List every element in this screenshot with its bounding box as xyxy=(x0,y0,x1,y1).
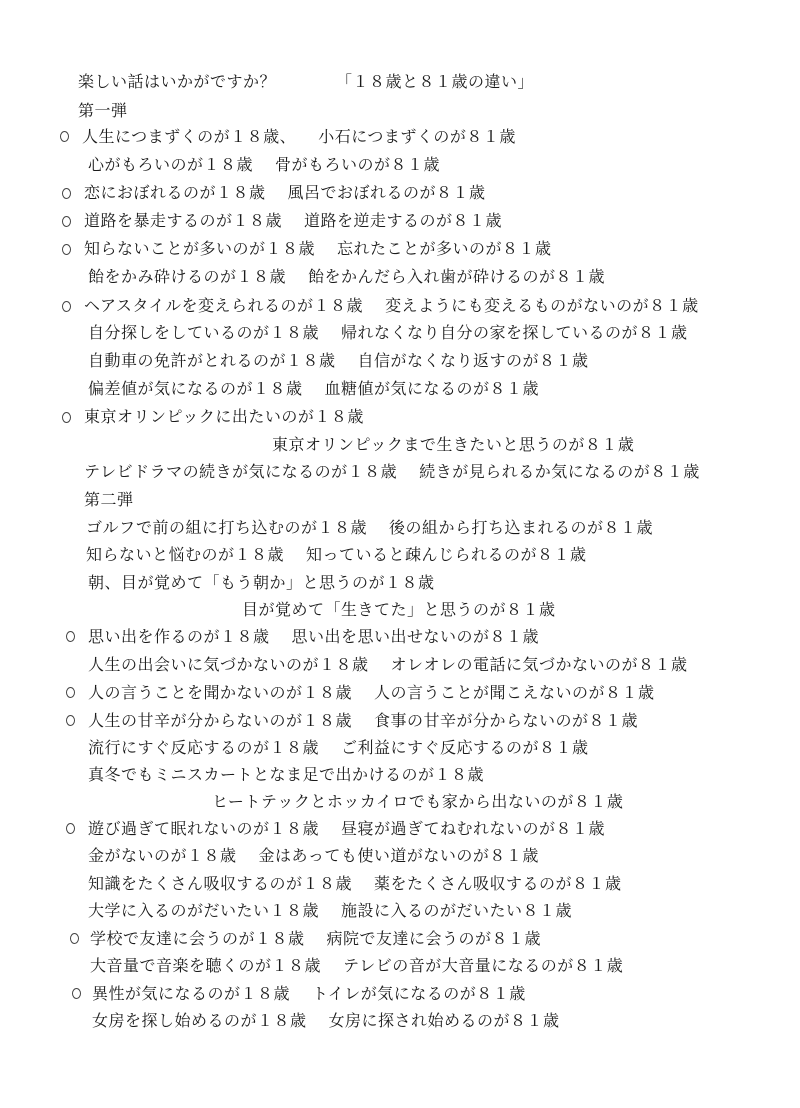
bullet-circle-icon xyxy=(66,823,75,834)
comparison-line xyxy=(88,820,605,838)
line-18: 思い出を作るのが１８歳 xyxy=(88,627,270,646)
line-18: 人生につまずくのが１８歳、 xyxy=(82,127,297,146)
line-18: 東京オリンピックに出たいのが１８歳 xyxy=(84,407,364,426)
comparison-line xyxy=(88,268,605,286)
line-18: 人の言うことを聞かないのが１８歳 xyxy=(88,683,353,702)
bullet-circle-icon xyxy=(62,216,71,227)
line-18: 金がないのが１８歳 xyxy=(88,846,237,865)
line-81: テレビの音が大音量になるのが８１歳 xyxy=(343,956,624,975)
comparison-line xyxy=(86,519,653,537)
line-18: ゴルフで前の組に打ち込むのが１８歳 xyxy=(86,518,367,537)
line-81: オレオレの電話に気づかないのが８１歳 xyxy=(390,655,688,674)
bullet-circle-icon xyxy=(62,244,71,255)
comparison-line xyxy=(84,297,699,315)
line-18: ヘアスタイルを変えられるのが１８歳 xyxy=(84,296,364,315)
line-18: 知らないと悩むのが１８歳 xyxy=(86,545,285,564)
line-81: 人の言うことが聞こえないのが８１歳 xyxy=(374,683,655,702)
line-18: 大学に入るのがだいたい１８歳 xyxy=(88,901,320,920)
comparison-line xyxy=(84,240,552,258)
line-81: 昼寝が過ぎてねむれないのが８１歳 xyxy=(341,819,606,838)
line-81: 骨がもろいのが８１歳 xyxy=(275,155,441,174)
comparison-line xyxy=(84,212,502,230)
section-heading-2: 第二弾 xyxy=(84,490,134,509)
comparison-line xyxy=(86,546,587,564)
line-18: 女房を探し始めるのが１８歳 xyxy=(92,1011,307,1030)
intro-text: 楽しい話はいかがですか？ xyxy=(78,72,277,91)
comparison-line xyxy=(92,1012,560,1030)
line-81: 金はあっても使い道がないのが８１歳 xyxy=(258,846,539,865)
comparison-line xyxy=(84,463,700,481)
line-18: 心がもろいのが１８歳 xyxy=(88,155,254,174)
line-81: 食事の甘辛が分からないのが８１歳 xyxy=(374,711,639,730)
bullet-circle-icon xyxy=(62,188,71,199)
line-18: 道路を暴走するのが１８歳 xyxy=(84,211,283,230)
line-18: 自分探しをしているのが１８歳 xyxy=(88,323,320,342)
comparison-line xyxy=(88,766,484,784)
bullet-circle-icon xyxy=(62,301,71,312)
line-18: 大音量で音楽を聴くのが１８歳 xyxy=(90,956,322,975)
bullet-circle-icon xyxy=(66,687,75,698)
line-18: 朝、目が覚めて「もう朝か」と思うのが１８歳 xyxy=(88,573,435,592)
bullet-circle-icon xyxy=(62,412,71,423)
comparison-line xyxy=(88,324,688,342)
line-18: 人生の甘辛が分からないのが１８歳 xyxy=(88,711,353,730)
comparison-line xyxy=(84,408,364,426)
line-81: 忘れたことが多いのが８１歳 xyxy=(337,239,552,258)
line-81: 飴をかんだら入れ歯が砕けるのが８１歳 xyxy=(308,267,606,286)
line-18: 人生の出会いに気づかないのが１８歳 xyxy=(88,655,369,674)
line-81: 道路を逆走するのが８１歳 xyxy=(304,211,503,230)
line-18: 異性が気になるのが１８歳 xyxy=(92,984,291,1003)
line-18: 飴をかみ砕けるのが１８歳 xyxy=(88,267,287,286)
comparison-line xyxy=(88,847,539,865)
line-18: 真冬でもミニスカートとなま足で出かけるのが１８歳 xyxy=(88,765,485,784)
line-18: 学校で友達に会うのが１８歳 xyxy=(90,929,305,948)
line-81: 目が覚めて「生きてた」と思うのが８１歳 xyxy=(242,600,556,619)
line-18: テレビドラマの続きが気になるのが１８歳 xyxy=(84,462,398,481)
bullet-circle-icon xyxy=(72,988,81,999)
line-81: 思い出を思い出せないのが８１歳 xyxy=(291,627,540,646)
line-18: 自動車の免許がとれるのが１８歳 xyxy=(88,351,336,370)
line-81: 薬をたくさん吸収するのが８１歳 xyxy=(374,874,622,893)
line-81: 病院で友達に会うのが８１歳 xyxy=(326,929,542,948)
comparison-line xyxy=(90,930,541,948)
comparison-line xyxy=(88,380,539,398)
line-81: 小石につまずくのが８１歳 xyxy=(318,127,516,146)
comparison-line xyxy=(88,875,622,893)
line-18: 流行にすぐ反応するのが１８歳 xyxy=(88,738,320,757)
line-81: 続きが見られるか気になるのが８１歳 xyxy=(419,462,700,481)
line-81: 施設に入るのがだいたい８１歳 xyxy=(341,901,573,920)
line-81: 自信がなくなり返すのが８１歳 xyxy=(357,351,589,370)
line-18: 知識をたくさん吸収するのが１８歳 xyxy=(88,874,353,893)
comparison-line xyxy=(88,739,589,757)
comparison-line xyxy=(88,352,589,370)
comparison-line xyxy=(90,957,623,975)
comparison-line xyxy=(88,574,435,592)
line-81: 風呂でおぼれるのが８１歳 xyxy=(287,183,486,202)
comparison-line xyxy=(88,712,638,730)
line-81: ヒートテックとホッカイロでも家から出ないのが８１歳 xyxy=(212,792,624,811)
comparison-line xyxy=(242,601,556,619)
document-title: 「１８歳と８１歳の違い」 xyxy=(336,72,535,91)
bullet-circle-icon xyxy=(66,715,75,726)
line-81: 変えようにも変えるものがないのが８１歳 xyxy=(385,296,699,315)
comparison-line xyxy=(88,684,655,702)
line-18: 遊び過ぎて眠れないのが１８歳 xyxy=(88,819,320,838)
line-81: トイレが気になるのが８１歳 xyxy=(312,984,526,1003)
line-81: 女房に探され始めるのが８１歳 xyxy=(328,1011,560,1030)
line-81: 東京オリンピックまで生きたいと思うのが８１歳 xyxy=(272,435,635,454)
comparison-line xyxy=(84,184,486,202)
line-81: ご利益にすぐ反応するのが８１歳 xyxy=(341,738,589,757)
section-heading-1: 第一弾 xyxy=(78,101,128,120)
line-18: 知らないことが多いのが１８歳 xyxy=(84,239,316,258)
line-18: 恋におぼれるのが１８歳 xyxy=(84,183,266,202)
comparison-line xyxy=(82,128,516,146)
comparison-line xyxy=(88,156,440,174)
line-81: 血糖値が気になるのが８１歳 xyxy=(324,379,540,398)
comparison-line xyxy=(88,902,572,920)
line-81: 知っていると疎んじられるのが８１歳 xyxy=(306,545,587,564)
bullet-circle-icon xyxy=(66,631,75,642)
bullet-circle-icon xyxy=(60,131,69,142)
comparison-line xyxy=(88,656,688,674)
comparison-line xyxy=(88,628,539,646)
bullet-circle-icon xyxy=(70,933,79,944)
line-18: 偏差値が気になるのが１８歳 xyxy=(88,379,303,398)
comparison-line xyxy=(272,436,634,454)
line-81: 帰れなくなり自分の家を探しているのが８１歳 xyxy=(341,323,688,342)
comparison-line xyxy=(212,793,623,811)
comparison-line xyxy=(92,985,526,1003)
line-81: 後の組から打ち込まれるのが８１歳 xyxy=(388,518,653,537)
